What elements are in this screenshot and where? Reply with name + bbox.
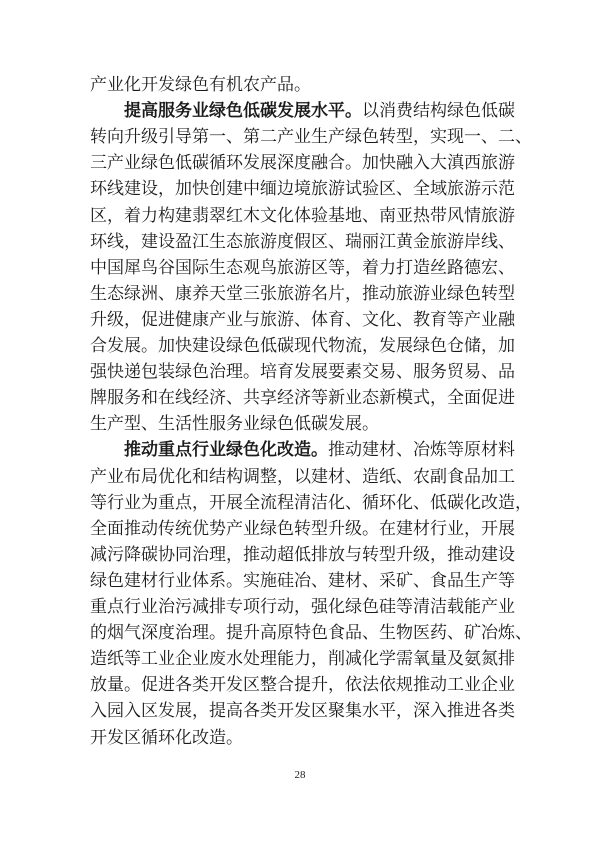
text-line: 升级，促进健康产业与旅游、体育、文化、教育等产业融 [90, 309, 515, 330]
text-line: 放量。促进各类开发区整合提升，依法依规推动工业企业 [90, 675, 515, 696]
text-line: 生态绿洲、康养天堂三张旅游名片，推动旅游业绿色转型 [90, 283, 515, 304]
text-line: 三产业绿色低碳循环发展深度融合。加快融入大滇西旅游 [90, 153, 515, 174]
text-line: 全面推动传统优势产业绿色转型升级。在建材行业，开展 [90, 518, 515, 539]
text-line: 入园入区发展，提高各类开发区聚集水平，深入推进各类 [90, 701, 515, 722]
paragraph-heading-line [124, 437, 515, 463]
text-line: 环线，建设盈江生态旅游度假区、瑞丽江黄金旅游岸线、 [90, 231, 515, 252]
paragraph-heading-line [124, 98, 515, 124]
text-line: 产业化开发绿色有机农产品。 [90, 75, 311, 95]
paragraph-text: 推动建材、冶炼等原材料 [328, 440, 515, 461]
text-line: 强快递包装绿色治理。培育发展要素交易、服务贸易、品 [90, 362, 515, 383]
text-line: 环线建设，加快创建中缅边境旅游试验区、全域旅游示范 [90, 179, 515, 200]
paragraph-text: 以消费结构绿色低碳 [362, 101, 515, 122]
text-line: 绿色建材行业体系。实施硅冶、建材、采矿、食品生产等 [90, 570, 515, 591]
text-line: 转向升级引导第一、第二产业生产绿色转型，实现一、二、 [90, 127, 532, 148]
text-line: 造纸等工业企业废水处理能力，削减化学需氧量及氨氮排 [90, 649, 515, 670]
page-number: 28 [294, 768, 306, 781]
text-line: 区，着力构建翡翠红木文化体验基地、南亚热带风情旅游 [90, 205, 515, 226]
text-line: 产业布局优化和结构调整，以建材、造纸、农副食品加工 [90, 466, 515, 487]
text-line: 的烟气深度治理。提升高原特色食品、生物医药、矿冶炼、 [90, 623, 532, 644]
text-line: 减污降碳协同治理，推动超低排放与转型升级，推动建设 [90, 544, 515, 565]
text-line: 牌服务和在线经济、共享经济等新业态新模式，全面促进 [90, 388, 515, 409]
paragraph-heading: 推动重点行业绿色化改造。 [124, 440, 328, 461]
text-line: 等行业为重点，开展全流程清洁化、循环化、低碳化改造， [90, 492, 532, 513]
paragraph-heading: 提高服务业绿色低碳发展水平。 [124, 101, 362, 122]
text-line: 开发区循环化改造。 [90, 727, 243, 748]
text-line: 生产型、生活性服务业绿色低碳发展。 [90, 414, 379, 435]
text-line: 中国犀鸟谷国际生态观鸟旅游区等，着力打造丝路德宏、 [90, 257, 515, 278]
text-line: 合发展。加快建设绿色低碳现代物流，发展绿色仓储，加 [90, 336, 515, 356]
text-line: 重点行业治污减排专项行动，强化绿色硅等清洁载能产业 [90, 597, 515, 617]
